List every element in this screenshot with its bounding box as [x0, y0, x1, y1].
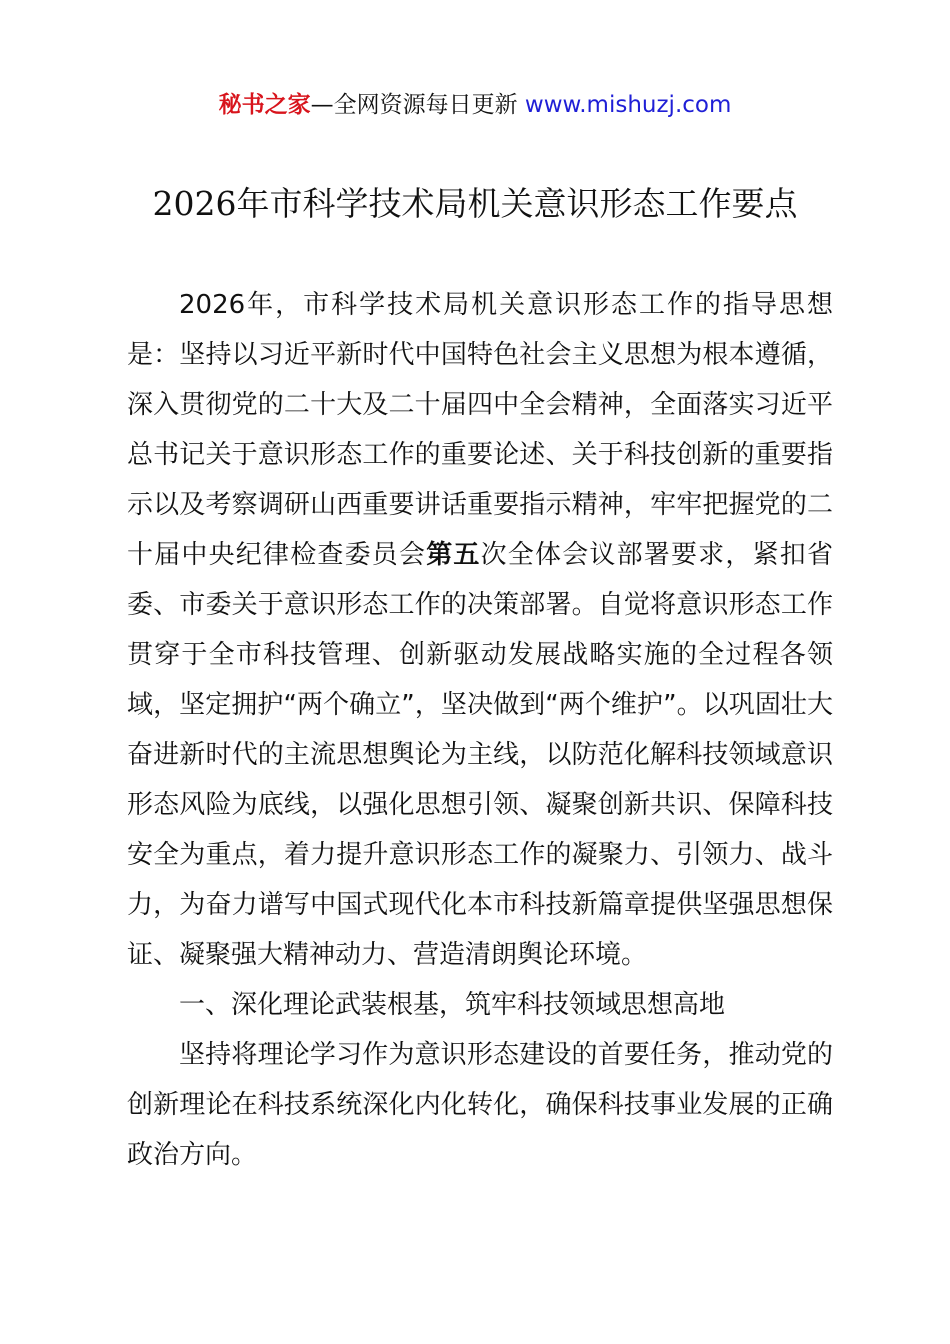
emphasis-text: 第五	[426, 540, 481, 570]
paragraph-text: 次全体会议部署要求，紧扣省委、市委关于意识形态工作的决策部署。自觉将意识形态工作贯穿于全市科技管理、创新驱动发展战略实施的全过程各领域，坚定拥护“两个确立”，坚决做到“两个维护”。以巩固壮大奋进新时代的主流思想舆论为主线，以防范化解科技领域意识形态风险为底线，以强化思想引领、凝聚创新共识、保障科技安全为重点，着力提升意识形态工作的凝聚力、引领力、战斗力，为奋力谱写中国式现代化本市科技新篇章提供坚强思想保证、凝聚强大精神动力、营造清朗舆论环境。	[127, 540, 833, 970]
section-heading: 一、深化理论武装根基，筑牢科技领域思想高地	[179, 990, 726, 1020]
document-body	[127, 280, 833, 1180]
paragraph-guiding-thought	[127, 280, 833, 980]
paragraph-text: 2026年，市科学技术局机关意识形态工作的指导思想是：坚持以习近平新时代中国特色社会主义思想为根本遵循，深入贯彻党的二十大及二十届四中全会精神，全面落实习近平总书记关于意识形态工作的重要论述、关于科技创新的重要指示以及考察调研山西重要讲话重要指示精神，牢牢把握党的二十届中央纪律检查委员会	[127, 290, 833, 570]
site-tagline: —全网资源每日更新	[310, 92, 518, 118]
site-url-link[interactable]: www.mishuzj.com	[524, 92, 732, 118]
paragraph-theory-study: 坚持将理论学习作为意识形态建设的首要任务，推动党的创新理论在科技系统深化内化转化，确保科技事业发展的正确政治方向。	[127, 1040, 833, 1170]
document-title: 2026年市科学技术局机关意识形态工作要点	[152, 184, 798, 223]
site-brand: 秘书之家	[218, 92, 311, 118]
site-header	[0, 90, 950, 120]
